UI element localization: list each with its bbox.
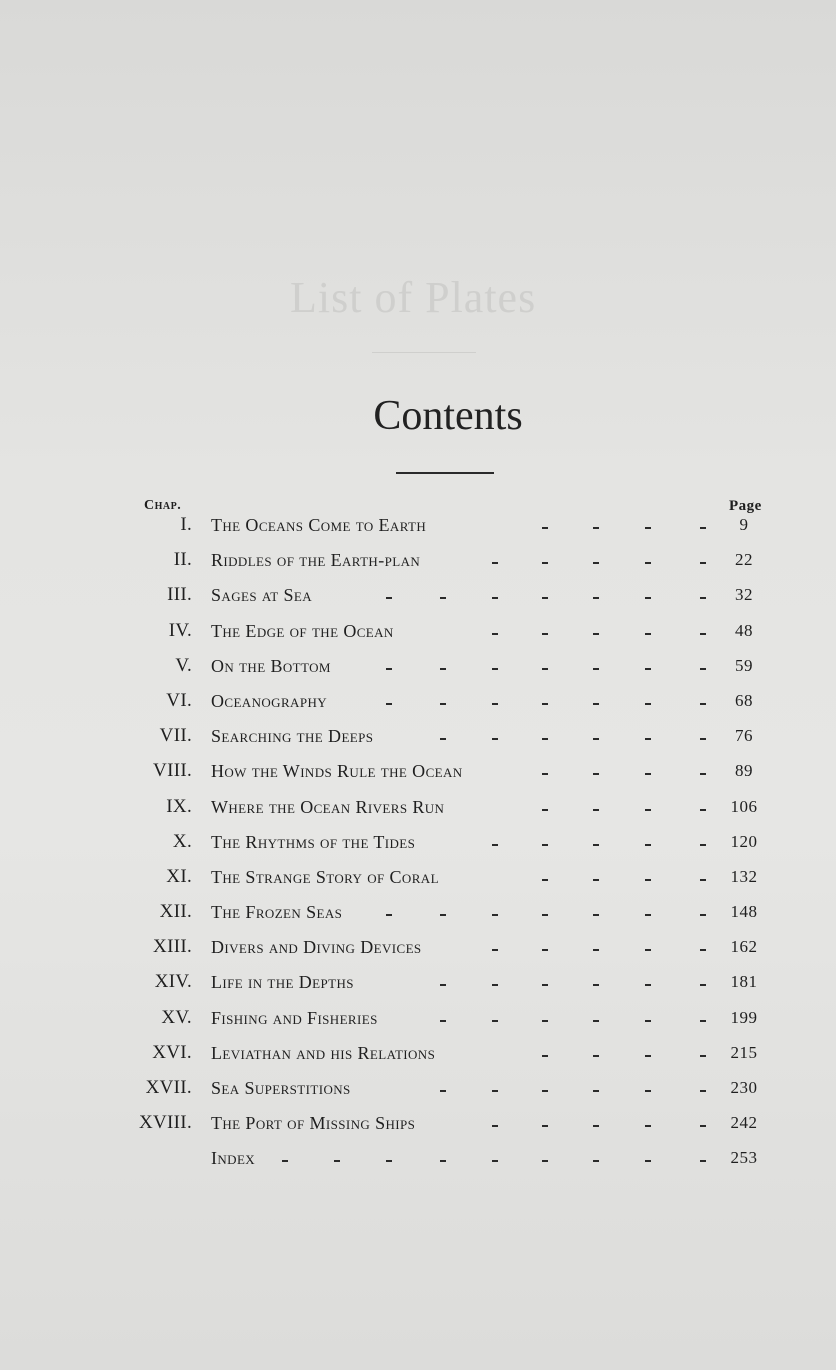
leader-dash [492, 844, 498, 846]
leader-dash [593, 1090, 599, 1092]
page-number: 199 [730, 1007, 758, 1027]
leader-dash [645, 703, 651, 705]
leader-dash [645, 984, 651, 986]
chapter-title: Searching the Deeps [211, 726, 374, 747]
chapter-title: Sages at Sea [211, 585, 312, 606]
leader-dash [700, 597, 706, 599]
leader-dash [542, 1160, 548, 1162]
page-number: 148 [730, 902, 758, 922]
page-number: 106 [730, 796, 758, 816]
leader-dash [440, 914, 446, 916]
leader-dash [440, 703, 446, 705]
leader-dash [700, 914, 706, 916]
chapter-title: How the Winds Rule the Ocean [211, 761, 463, 782]
leader-dash [542, 527, 548, 529]
page-title: Contents [373, 393, 523, 439]
chapter-title: The Edge of the Ocean [211, 620, 394, 641]
leader-dash [542, 914, 548, 916]
leader-dash [645, 1055, 651, 1057]
leader-dash [645, 949, 651, 951]
leader-dash [700, 738, 706, 740]
page-number: 76 [735, 726, 753, 746]
page-number: 68 [735, 690, 753, 710]
contents-row [0, 1003, 836, 1038]
contents-row [0, 792, 836, 827]
leader-dash [645, 1160, 651, 1162]
contents-row [0, 1073, 836, 1108]
chapter-title: Where the Ocean Rivers Run [211, 796, 445, 817]
leader-dash [645, 773, 651, 775]
leader-dash [440, 738, 446, 740]
page-number: 89 [735, 761, 753, 781]
title-rule [396, 472, 494, 474]
contents-list [0, 510, 836, 1179]
leader-dash [593, 773, 599, 775]
leader-dash [593, 703, 599, 705]
chapter-title: Index [211, 1148, 256, 1169]
leader-dash [542, 633, 548, 635]
leader-dash [542, 1125, 548, 1127]
leader-dash [645, 668, 651, 670]
chapter-title: Fishing and Fisheries [211, 1007, 378, 1028]
leader-dash [492, 562, 498, 564]
contents-row [0, 932, 836, 967]
leader-dash [593, 633, 599, 635]
leader-dash [645, 809, 651, 811]
leader-dash [700, 1125, 706, 1127]
leader-dash [700, 633, 706, 635]
chapter-number: V. [175, 654, 192, 676]
leader-dash [542, 809, 548, 811]
leader-dash [593, 984, 599, 986]
chapter-number: XIII. [153, 936, 192, 958]
chapter-number: XVII. [145, 1077, 192, 1098]
leader-dash [386, 703, 392, 705]
contents-row [0, 756, 836, 791]
leader-dash [700, 773, 706, 775]
leader-dash [386, 668, 392, 670]
page-number: 242 [730, 1113, 758, 1133]
chapter-number: XVI. [152, 1041, 192, 1063]
leader-dash [542, 597, 548, 599]
chapter-column-header: Chap. [144, 498, 182, 513]
contents-row [0, 967, 836, 1002]
page-number: 59 [735, 655, 753, 675]
leader-dash [492, 703, 498, 705]
leader-dash [334, 1160, 340, 1162]
leader-dash [593, 668, 599, 670]
leader-dash [492, 1125, 498, 1127]
leader-dash [593, 914, 599, 916]
contents-row [0, 721, 836, 756]
chapter-title: Leviathan and his Relations [211, 1042, 436, 1063]
chapter-number: XIV. [154, 971, 192, 993]
chapter-title: The Oceans Come to Earth [211, 515, 427, 535]
leader-dash [440, 984, 446, 986]
leader-dash [593, 1055, 599, 1057]
leader-dash [593, 738, 599, 740]
leader-dash [645, 1020, 651, 1022]
chapter-number: VIII. [153, 760, 192, 782]
page-number: 120 [730, 831, 758, 851]
leader-dash [542, 844, 548, 846]
leader-dash [700, 1020, 706, 1022]
leader-dash [700, 1160, 706, 1162]
contents-row [0, 651, 836, 686]
contents-row [0, 1108, 836, 1143]
leader-dash [645, 597, 651, 599]
page-number: 215 [730, 1042, 758, 1062]
chapter-number: III. [167, 584, 192, 606]
chapter-number: X. [172, 830, 192, 852]
leader-dash [492, 984, 498, 986]
bleed-through-title: List of Plates [290, 273, 537, 322]
chapter-title: The Rhythms of the Tides [211, 831, 416, 852]
leader-dash [542, 703, 548, 705]
leader-dash [593, 1125, 599, 1127]
chapter-number: IV. [168, 619, 192, 641]
leader-dash [542, 738, 548, 740]
leader-dash [542, 879, 548, 881]
leader-dash [645, 879, 651, 881]
leader-dash [440, 1020, 446, 1022]
chapter-title: The Strange Story of Coral [211, 866, 439, 887]
page-number: 253 [730, 1148, 758, 1168]
leader-dash [645, 633, 651, 635]
leader-dash [700, 984, 706, 986]
contents-row [0, 686, 836, 721]
leader-dash [542, 1090, 548, 1092]
leader-dash [542, 984, 548, 986]
leader-dash [542, 1020, 548, 1022]
contents-row [0, 1143, 836, 1178]
contents-row [0, 510, 836, 545]
chapter-title: The Port of Missing Ships [211, 1113, 416, 1134]
leader-dash [645, 562, 651, 564]
chapter-number: VII. [159, 725, 192, 747]
page-number: 32 [735, 585, 753, 605]
chapter-number: XI. [166, 865, 192, 887]
chapter-title: The Frozen Seas [211, 902, 343, 923]
leader-dash [700, 809, 706, 811]
page-number: 181 [730, 972, 758, 992]
leader-dash [386, 914, 392, 916]
leader-dash [440, 597, 446, 599]
chapter-title: Life in the Depths [211, 972, 354, 993]
leader-dash [593, 844, 599, 846]
chapter-title: Sea Superstitions [211, 1078, 351, 1098]
leader-dash [492, 1160, 498, 1162]
contents-row [0, 1038, 836, 1073]
page-number: 162 [730, 937, 758, 957]
chapter-number: I. [180, 514, 192, 535]
leader-dash [593, 527, 599, 529]
leader-dash [542, 668, 548, 670]
contents-row [0, 616, 836, 651]
contents-row [0, 545, 836, 580]
leader-dash [542, 1055, 548, 1057]
bleed-through-rule [372, 352, 476, 353]
leader-dash [386, 1160, 392, 1162]
leader-dash [700, 527, 706, 529]
leader-dash [700, 879, 706, 881]
page-number: 9 [739, 515, 749, 534]
page-number: 230 [730, 1078, 758, 1097]
leader-dash [593, 597, 599, 599]
leader-dash [700, 562, 706, 564]
leader-dash [492, 597, 498, 599]
leader-dash [700, 949, 706, 951]
leader-dash [492, 668, 498, 670]
contents-row [0, 897, 836, 932]
chapter-number: XII. [159, 901, 192, 923]
page-number: 22 [735, 550, 753, 570]
leader-dash [700, 668, 706, 670]
leader-dash [542, 773, 548, 775]
leader-dash [492, 949, 498, 951]
leader-dash [593, 809, 599, 811]
leader-dash [492, 738, 498, 740]
chapter-number: IX. [166, 795, 192, 817]
leader-dash [282, 1160, 288, 1162]
leader-dash [593, 562, 599, 564]
leader-dash [440, 1160, 446, 1162]
page-number: 48 [735, 620, 753, 640]
chapter-title: On the Bottom [211, 655, 331, 676]
page-number: 132 [730, 866, 758, 886]
chapter-title: Divers and Diving Devices [211, 937, 422, 958]
leader-dash [593, 1020, 599, 1022]
leader-dash [492, 633, 498, 635]
leader-dash [492, 914, 498, 916]
leader-dash [645, 844, 651, 846]
leader-dash [645, 914, 651, 916]
leader-dash [440, 668, 446, 670]
chapter-title: Riddles of the Earth-plan [211, 550, 421, 571]
leader-dash [645, 738, 651, 740]
leader-dash [492, 1020, 498, 1022]
leader-dash [593, 879, 599, 881]
leader-dash [700, 1055, 706, 1057]
chapter-number: XV. [161, 1006, 192, 1028]
leader-dash [700, 703, 706, 705]
contents-row [0, 827, 836, 862]
contents-row [0, 862, 836, 897]
leader-dash [386, 597, 392, 599]
leader-dash [645, 527, 651, 529]
leader-dash [492, 1090, 498, 1092]
leader-dash [645, 1125, 651, 1127]
contents-row [0, 580, 836, 615]
leader-dash [593, 1160, 599, 1162]
chapter-number: VI. [166, 689, 192, 711]
leader-dash [645, 1090, 651, 1092]
leader-dash [700, 844, 706, 846]
leader-dash [542, 949, 548, 951]
page-column-header: Page [729, 498, 762, 514]
chapter-number: II. [173, 549, 192, 571]
leader-dash [440, 1090, 446, 1092]
chapter-number: XVIII. [139, 1112, 192, 1134]
leader-dash [542, 562, 548, 564]
chapter-title: Oceanography [211, 690, 328, 711]
leader-dash [593, 949, 599, 951]
leader-dash [700, 1090, 706, 1092]
